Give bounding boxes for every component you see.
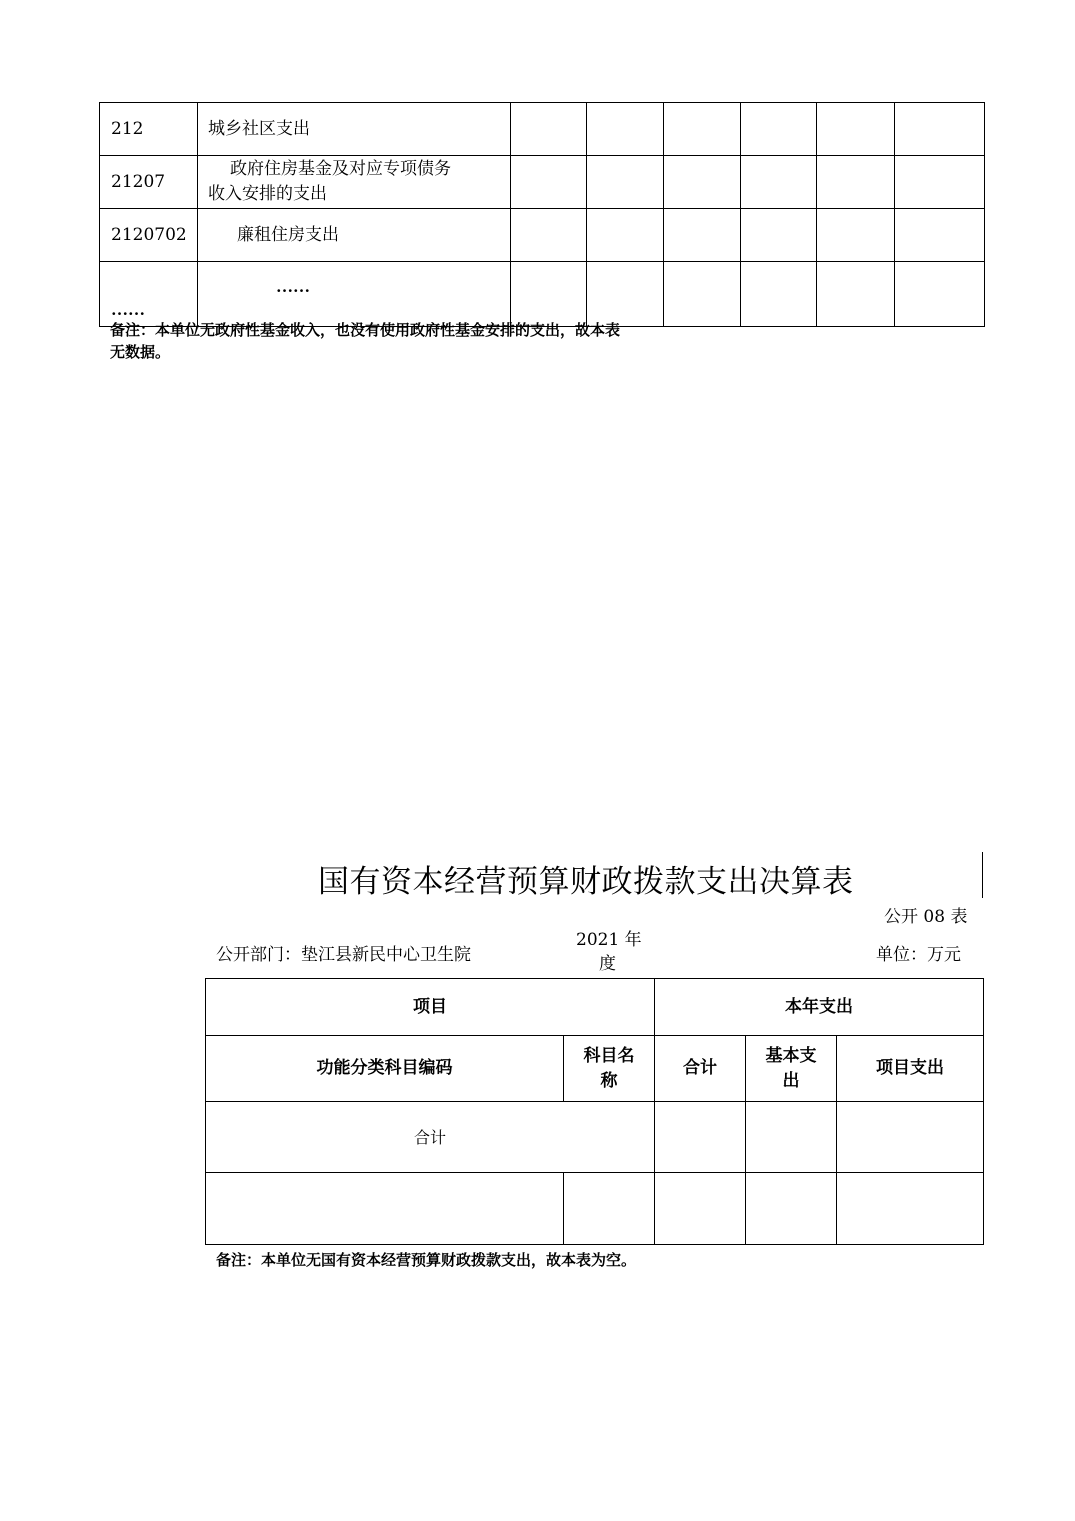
top-note-line: 备注：本单位无政府性基金收入，也没有使用政府性基金安排的支出，故本表	[110, 321, 621, 339]
empty-cell	[741, 262, 817, 327]
empty-cell	[741, 156, 817, 209]
col-basic-line: 基本支	[765, 1045, 817, 1066]
page-title: 国有资本经营预算财政拨款支出决算表	[318, 864, 854, 900]
empty-cell	[664, 156, 741, 209]
empty-cell	[817, 209, 895, 262]
empty-cell	[511, 156, 587, 209]
subject-name-line: 政府住房基金及对应专项债务	[230, 159, 451, 179]
empty-cell	[206, 1173, 564, 1245]
col-project: 项目支出	[837, 1036, 984, 1102]
empty-cell	[664, 262, 741, 327]
subject-code: 212	[100, 103, 198, 156]
subject-code: 2120702	[100, 209, 198, 262]
subject-name: 廉租住房支出	[198, 209, 511, 262]
department-label: 公开部门：垫江县新民中心卫生院	[216, 945, 471, 965]
bottom-note: 备注：本单位无国有资本经营预算财政拨款支出，故本表为空。	[216, 1251, 637, 1269]
total-row-label: 合计	[206, 1102, 655, 1173]
subject-name: 城乡社区支出	[198, 103, 511, 156]
empty-cell	[817, 262, 895, 327]
empty-cell	[664, 103, 741, 156]
subject-name: ……	[198, 262, 511, 327]
subject-code: 21207	[100, 156, 198, 209]
empty-cell	[664, 209, 741, 262]
empty-cell	[837, 1102, 984, 1173]
col-name-line: 称	[600, 1070, 618, 1091]
empty-cell	[564, 1173, 655, 1245]
empty-cell	[817, 156, 895, 209]
state-capital-expenditure-table	[205, 978, 984, 1245]
empty-cell	[587, 262, 664, 327]
year-line: 2021 年	[576, 930, 642, 950]
top-note-line: 无数据。	[110, 343, 171, 361]
form-number: 公开 08 表	[884, 907, 968, 927]
top-note	[110, 319, 620, 363]
header-current-year: 本年支出	[655, 979, 984, 1036]
year-line: 度	[599, 954, 616, 974]
col-code: 功能分类科目编码	[206, 1036, 564, 1102]
divider	[982, 852, 983, 898]
col-name	[564, 1036, 655, 1102]
col-basic-line: 出	[782, 1070, 800, 1091]
empty-cell	[511, 209, 587, 262]
table-header-row	[206, 979, 984, 1036]
table-row	[206, 1173, 984, 1245]
subject-name-line: 收入安排的支出	[208, 184, 327, 204]
empty-cell	[746, 1102, 837, 1173]
empty-cell	[895, 156, 985, 209]
col-total: 合计	[655, 1036, 746, 1102]
empty-cell	[655, 1173, 746, 1245]
table-row	[100, 103, 985, 156]
empty-cell	[895, 262, 985, 327]
year-label	[576, 928, 642, 976]
empty-cell	[746, 1173, 837, 1245]
empty-cell	[587, 156, 664, 209]
empty-cell	[511, 103, 587, 156]
table-row	[100, 156, 985, 209]
empty-cell	[655, 1102, 746, 1173]
empty-cell	[587, 209, 664, 262]
col-name-line: 科目名	[583, 1045, 635, 1066]
col-basic	[746, 1036, 837, 1102]
empty-cell	[741, 103, 817, 156]
empty-cell	[837, 1173, 984, 1245]
header-item: 项目	[206, 979, 655, 1036]
fund-expenditure-table	[99, 102, 985, 327]
table-row	[206, 1102, 984, 1173]
empty-cell	[895, 103, 985, 156]
table-row	[100, 262, 985, 327]
subject-code: ……	[100, 262, 198, 327]
unit-label: 单位：万元	[876, 945, 961, 965]
empty-cell	[741, 209, 817, 262]
empty-cell	[895, 209, 985, 262]
empty-cell	[511, 262, 587, 327]
subject-name	[198, 156, 511, 209]
table-header-row	[206, 1036, 984, 1102]
empty-cell	[817, 103, 895, 156]
table-row	[100, 209, 985, 262]
empty-cell	[587, 103, 664, 156]
